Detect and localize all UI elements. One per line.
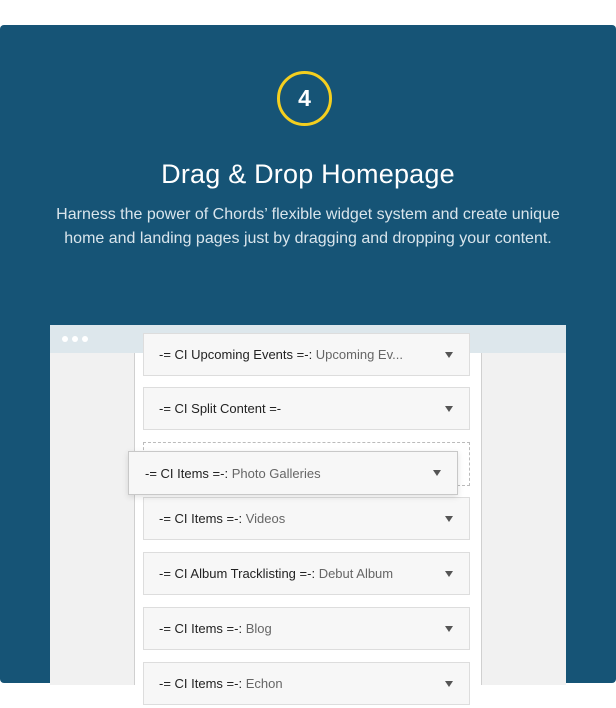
widget-label: -= CI Album Tracklisting =-: Debut Album [159,566,394,581]
caret-down-icon[interactable] [445,406,453,412]
widget-label: -= CI Items =-: Echon [159,676,283,691]
browser-mockup [50,325,566,691]
widget-item[interactable] [143,607,470,650]
widget-item[interactable] [143,387,470,430]
widget-label: -= CI Upcoming Events =-: Upcoming Ev... [159,347,403,362]
widget-item[interactable] [143,662,470,705]
feature-title: Drag & Drop Homepage [161,159,455,189]
widget-label: -= CI Split Content =- [159,401,282,416]
window-dot-icon [72,336,78,342]
dragging-widget[interactable] [128,451,458,495]
window-dot-icon [82,336,88,342]
widget-label: -= CI Items =-: Photo Galleries [145,466,321,481]
widget-label: -= CI Items =-: Blog [159,621,272,636]
caret-down-icon[interactable] [445,352,453,358]
caret-down-icon[interactable] [433,470,441,476]
caret-down-icon[interactable] [445,516,453,522]
widget-label: -= CI Items =-: Videos [159,511,286,526]
widget-item[interactable] [143,333,470,376]
feature-card [0,25,616,691]
step-number-badge: 4 [277,71,332,126]
widget-item[interactable] [143,552,470,595]
browser-content [50,347,566,691]
widget-item[interactable] [143,497,470,540]
caret-down-icon[interactable] [445,626,453,632]
widget-area [134,347,482,691]
caret-down-icon[interactable] [445,571,453,577]
caret-down-icon[interactable] [445,681,453,687]
feature-description: Harness the power of Chords’ flexible widget system and create unique home and landing pages just by dragging and dropping your content. [56,206,560,247]
window-dot-icon [62,336,68,342]
